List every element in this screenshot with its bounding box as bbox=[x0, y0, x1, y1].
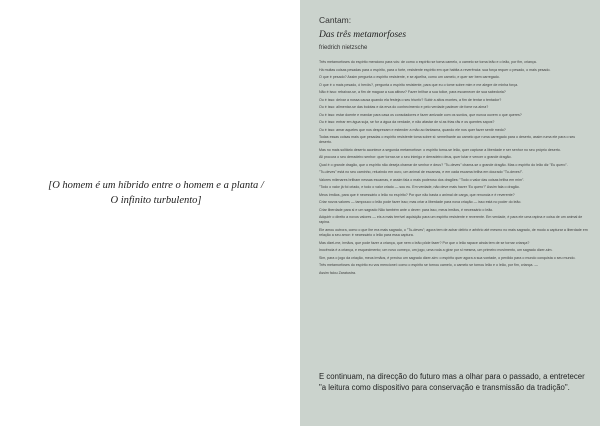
poem-title: Das três metamorfoses bbox=[319, 30, 407, 40]
poem-paragraph: Mas no mais solitário deserto acontece a segunda metamorfose: o espírito torna-se leão, quer capturar a liberdade e ser senhor no seu próprio deserto. bbox=[319, 147, 561, 152]
poem-paragraph: Ou é isso: amar aqueles que nos desprezam e estender a mão ao fantasma, quando ele nos quer fazer sentir medo? bbox=[319, 127, 506, 132]
right-page bbox=[300, 0, 600, 426]
poem-author: friedrich nietzsche bbox=[319, 45, 368, 51]
poem-paragraph: Criar liberdade para si e um sagrado Não também ante o dever: para isso, meus irmãos, é necessário o leão. bbox=[319, 207, 494, 212]
poem-paragraph: Qual é o grande dragão, que o espírito não deseja chamar de senhor e deus? "Tu-deves" chama-se o grande dragão. Mas o espírito do leão diz "Eu quero". bbox=[319, 162, 568, 167]
poem-paragraph: Ou é isso: estar doente e mandar para casa os consoladores e fazer amizade com os surdos, que nunca ouvem o que queres? bbox=[319, 112, 522, 117]
poem-paragraph: Não é isso: rebaixar-se, a fim de magoar a sua altivez? Fazer brilhar a sua tolice, para escarnecer de sua sabedoria? bbox=[319, 90, 506, 94]
poem-paragraph: Valores milenares brilham nessas escamas, e assim fala o mais poderoso dos dragões: "Todo o valor das coisas brilha em mim". bbox=[319, 177, 525, 182]
poem-paragraph: Assim falou Zaratustra. bbox=[319, 270, 356, 275]
poem-paragraph: Há muitas coisas pesadas para o espírito, para o forte, resistente espírito em que habita a reverência: sua força requer o pesado, o mais pesado. bbox=[319, 67, 551, 72]
poem-paragraph: Ou é isso: alimentar-se das bolotas e da erva do conhecimento e pelo verdade padecer de fome na alma? bbox=[319, 105, 489, 109]
poem-paragraph: Ou é isso: deixar a nossa causa quando ela festeja o seu triunfo? Subir a altos montes, a fim de tentar o tentador? bbox=[319, 97, 502, 102]
poem-paragraph: Sim, para o jogo da criação, meus irmãos, é preciso um sagrado dizer-sim: o espírito quer agora a sua vontade, o perdido para o mundo conquista o seu mundo. bbox=[319, 255, 576, 260]
left-page-caption bbox=[28, 178, 284, 208]
poem-paragraph: Meus irmãos, para que é necessário o leão no espírito? Por que não basta o animal de carga, que renuncia e é reverente? bbox=[319, 192, 515, 197]
poem-paragraph: O que é o mais pesado, ó heróis?, pergunta o espírito resistente, para que eu o tome sobre mim e me alegre de minha força. bbox=[319, 82, 519, 87]
poem-body bbox=[319, 60, 589, 278]
poem-paragraph: Três metamorfoses do espírito menciono para vós: de como o espírito se torna camelo, o camelo se torna leão e o leão, por fim, criança. bbox=[319, 60, 537, 64]
poem-paragraph: Todas essas coisas mais que pesadas o espírito resistente toma sobre si: semelhante ao camelo que ruma carregado para o deserto, assim ruma ele para o seu deserto. bbox=[319, 135, 576, 145]
poem-paragraph: Mas dizei-me, irmãos, que pode fazer a criança, que nem o leão pôde fazer? Por que o leão rapace ainda tem de se tornar criança? bbox=[319, 240, 530, 245]
poem-paragraph: Adquirir o direito a novos valores — eis a mais terrível aquisição para um espírito resistente e reverente. Em verdade, é para ele uma rapina e coisa de um animal de rapina. bbox=[319, 215, 583, 225]
poem-paragraph: Criar novos valores — tampouco o leão pode fazer isso; mas criar a liberdade para nova criação — isso está no poder do leão. bbox=[319, 200, 522, 205]
poem-paragraph: Ali procura o seu derradeiro senhor: quer tornar-se o seu inimigo e derradeiro deus, quer lutar e vencer o grande dragão. bbox=[319, 155, 512, 160]
poem-paragraph: Inocência é a criança, e esquecimento; um novo começo, um jogo, uma roda a girar por si mesma, um primeiro movimento, um sagrado dizer-sim. bbox=[319, 248, 553, 253]
caption-line-2: O infinito turbulento] bbox=[110, 195, 202, 206]
caption-line-1: [O homem é um híbrido entre o homem e a planta / bbox=[48, 180, 264, 191]
poem-paragraph: "Todo o valor já foi criado, e todo o valor criado — sou eu. Em verdade, não deve mais haver 'Eu quero'!" Assim fala o dragão. bbox=[319, 185, 520, 190]
poem-paragraph: O que é pesado? Assim pergunta o espírito resistente, e se ajoelha, como um camelo, e quer ser bem carregado. bbox=[319, 75, 500, 79]
poem-paragraph: Ele amou outrora, como o que lhe era mais sagrado, o "Tu-deves"; agora tem de achar delírio e arbítrio até mesmo no mais sagrado, de modo a capturar a liberdade em relação a seu amor: é necessário o leão para essa captura. bbox=[319, 227, 588, 238]
section-heading: Cantam: bbox=[319, 15, 352, 25]
poem-paragraph: "Tu-deves" está no seu caminho, reluzindo em ouro, um animal de escamas, e em cada escama brilha em dourado "Tu-deves!". bbox=[319, 170, 523, 175]
closing-paragraph: E continuam, na direcção do futuro mas a olhar para o passado, a entretecer "a leitura como dispositivo para conservação e transmissão da tradição". bbox=[319, 372, 585, 392]
poem-paragraph: Três metamorfoses do espírito eu vos mencionei: como o espírito se tornou camelo, o camelo se tornou leão e o leão, por fim, criança. — bbox=[319, 263, 538, 268]
poem-paragraph: Ou é isso: entrar em água suja, se for a água da verdade, e não afastar de si as frias rãs e os quentes sapos? bbox=[319, 120, 495, 124]
